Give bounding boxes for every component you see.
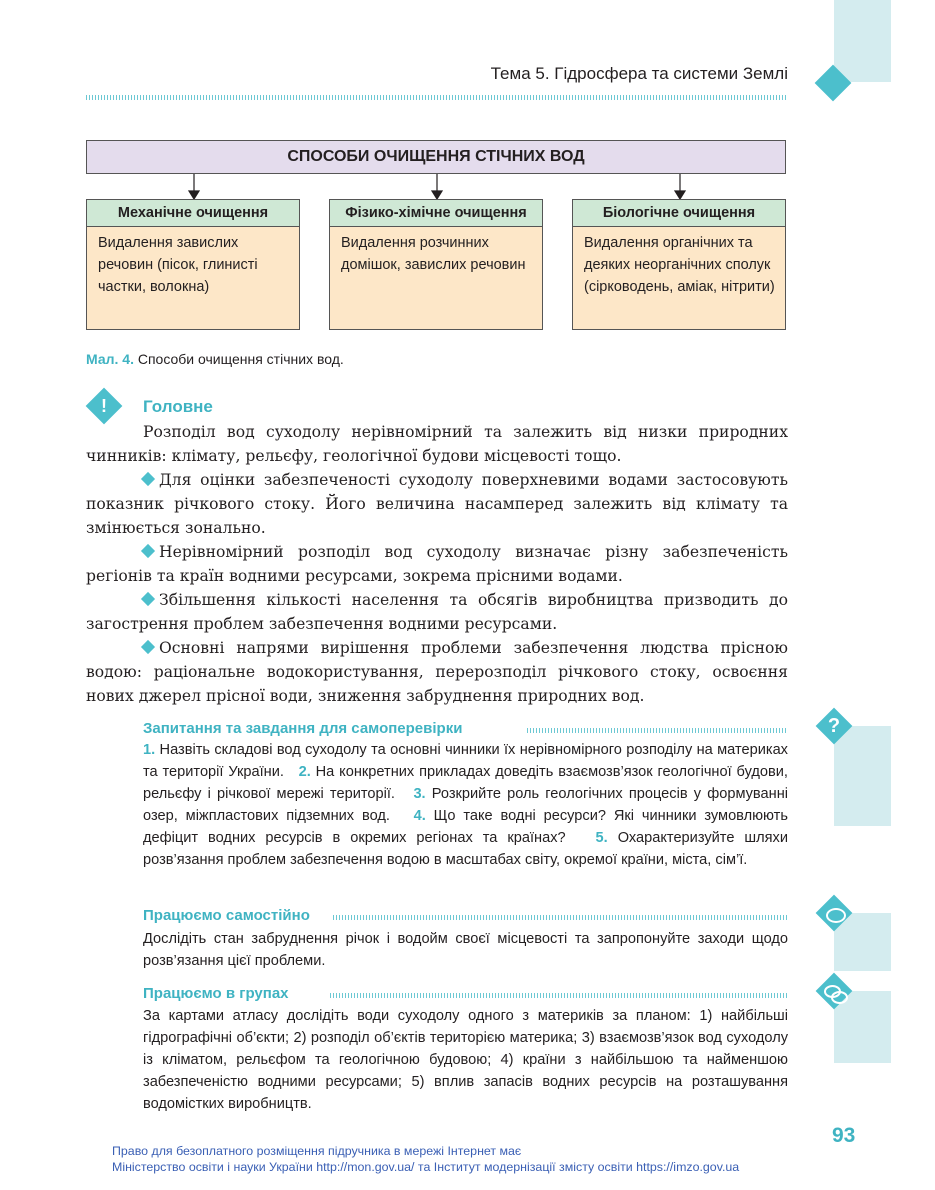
- questions-divider: [527, 728, 788, 733]
- method-description: Видалення розчинних домішок, завислих речовин: [341, 235, 526, 273]
- method-name: Біологічне очищення: [573, 200, 785, 227]
- side-tab-top: [834, 0, 891, 82]
- question-mark: ?: [827, 715, 841, 737]
- question-number: 3.: [413, 786, 426, 802]
- main-heading: Головне: [143, 397, 213, 416]
- question-text: На конкретних прикладах доведіть взаємозв’язок геологічної будови, рельєфу і річкової мережі території.: [143, 764, 788, 802]
- question-number: 1.: [143, 742, 156, 758]
- main-paragraph: Для оцінки забезпеченості суходолу поверхневими водами застосовують показник річкового стоку. Його величина насамперед залежить від клімату та змінюється зонально.: [86, 471, 788, 537]
- independent-text: Дослідіть стан забруднення річок і водойм своєї місцевості та запропонуйте заходи щодо розв’язання цієї проблеми.: [143, 931, 788, 969]
- question-number: 5.: [595, 830, 608, 846]
- footer-note: [112, 1143, 739, 1175]
- side-tab-questions: [834, 726, 891, 826]
- questions-heading: Запитання та завдання для самоперевірки: [143, 720, 463, 737]
- bullet-diamond-icon: [141, 592, 155, 606]
- method-description: Видалення завислих речовин (пісок, глинисті частки, волокна): [98, 235, 258, 295]
- figure-caption: [86, 351, 344, 367]
- main-text: [86, 420, 788, 708]
- diagram-arrows: [86, 174, 786, 200]
- question-text: Що таке водні ресурси? Які чинники зумовлюють дефіцит водних ресурсів в окремих регіонах та країнах?: [143, 808, 788, 846]
- groups-heading: Працюємо в групах: [143, 985, 289, 1002]
- method-physico-chemical: [329, 199, 543, 330]
- page-number: 93: [832, 1124, 856, 1147]
- independent-divider: [333, 915, 788, 920]
- exclamation-mark: !: [101, 396, 107, 416]
- topic-title: Тема 5. Гідросфера та системи Землі: [490, 64, 788, 83]
- main-paragraph: Основні напрями вирішення проблеми забезпечення людства прісною водою: раціональне водокористування, перерозподіл річкового стоку, освоєння нових джерел прісної води, зниження забруднення природних вод.: [86, 639, 788, 705]
- method-biological: [572, 199, 786, 330]
- main-paragraph: Збільшення кількості населення та обсягів виробництва призводить до загострення проблем забезпечення водними ресурсами.: [86, 591, 788, 633]
- method-description: Видалення органічних та деяких неорганічних сполук (сірководень, аміак, нітрити): [584, 235, 775, 295]
- question-text: Назвіть складові вод суходолу та основні чинники їх нерівномірного розподілу на материках та території України.: [143, 742, 788, 780]
- bullet-diamond-icon: [141, 544, 155, 558]
- question-number: 2.: [298, 764, 311, 780]
- question-text: Охарактеризуйте шляхи розв’язання проблем забезпечення водою в масштабах світу, окремої країни, міста, сім’ї.: [143, 830, 788, 868]
- speech-bubble-glyph: [826, 908, 846, 923]
- question-number: 4.: [413, 808, 426, 824]
- method-name: Механічне очищення: [87, 200, 299, 227]
- independent-heading: Працюємо самостійно: [143, 907, 310, 924]
- double-speech-bubble-glyph-2: [831, 991, 848, 1004]
- footer-line-2: Міністерство освіти і науки України http://mon.gov.ua/ та Інститут модернізації змісту освіти https://imzo.gov.ua: [112, 1160, 740, 1174]
- questions-text: [143, 739, 788, 871]
- question-text: Розкрийте роль геологічних процесів у формуванні озер, міжпластових підземних вод.: [143, 786, 789, 824]
- method-mechanical: [86, 199, 300, 330]
- bullet-diamond-icon: [141, 640, 155, 654]
- main-paragraph: Розподіл вод суходолу нерівномірний та залежить від низки природних чинників: клімату, рельєфу, геологічної будови місцевості тощо.: [86, 423, 788, 465]
- caption-text: Способи очищення стічних вод.: [137, 351, 344, 367]
- method-name: Фізико-хімічне очищення: [330, 200, 542, 227]
- groups-divider: [330, 993, 788, 998]
- groups-text: За картами атласу дослідіть води суходолу одного з материків за планом: 1) найбільші гідрографічні об’єкти; 2) розподіл об’єктів територією материка; 3) взаємозв’язок вод суходолу із кліматом, рельєфом та геологічною будовою; 4) країни з найбільшою та найменшою забезпеченістю водними ресурсами; 5) вплив запасів водних ресурсів на розташування водомістких виробництв.: [143, 1008, 788, 1112]
- diagram-title: СПОСОБИ ОЧИЩЕННЯ СТІЧНИХ ВОД: [86, 140, 786, 174]
- footer-line-1: Право для безоплатного розміщення підручника в мережі Інтернет має: [112, 1144, 522, 1158]
- caption-label: Мал. 4.: [86, 351, 134, 367]
- main-paragraph: Нерівномірний розподіл вод суходолу визначає різну забезпеченість регіонів та країн водними ресурсами, зокрема прісними водами.: [86, 543, 788, 585]
- header-divider: [86, 95, 788, 100]
- bullet-diamond-icon: [141, 472, 155, 486]
